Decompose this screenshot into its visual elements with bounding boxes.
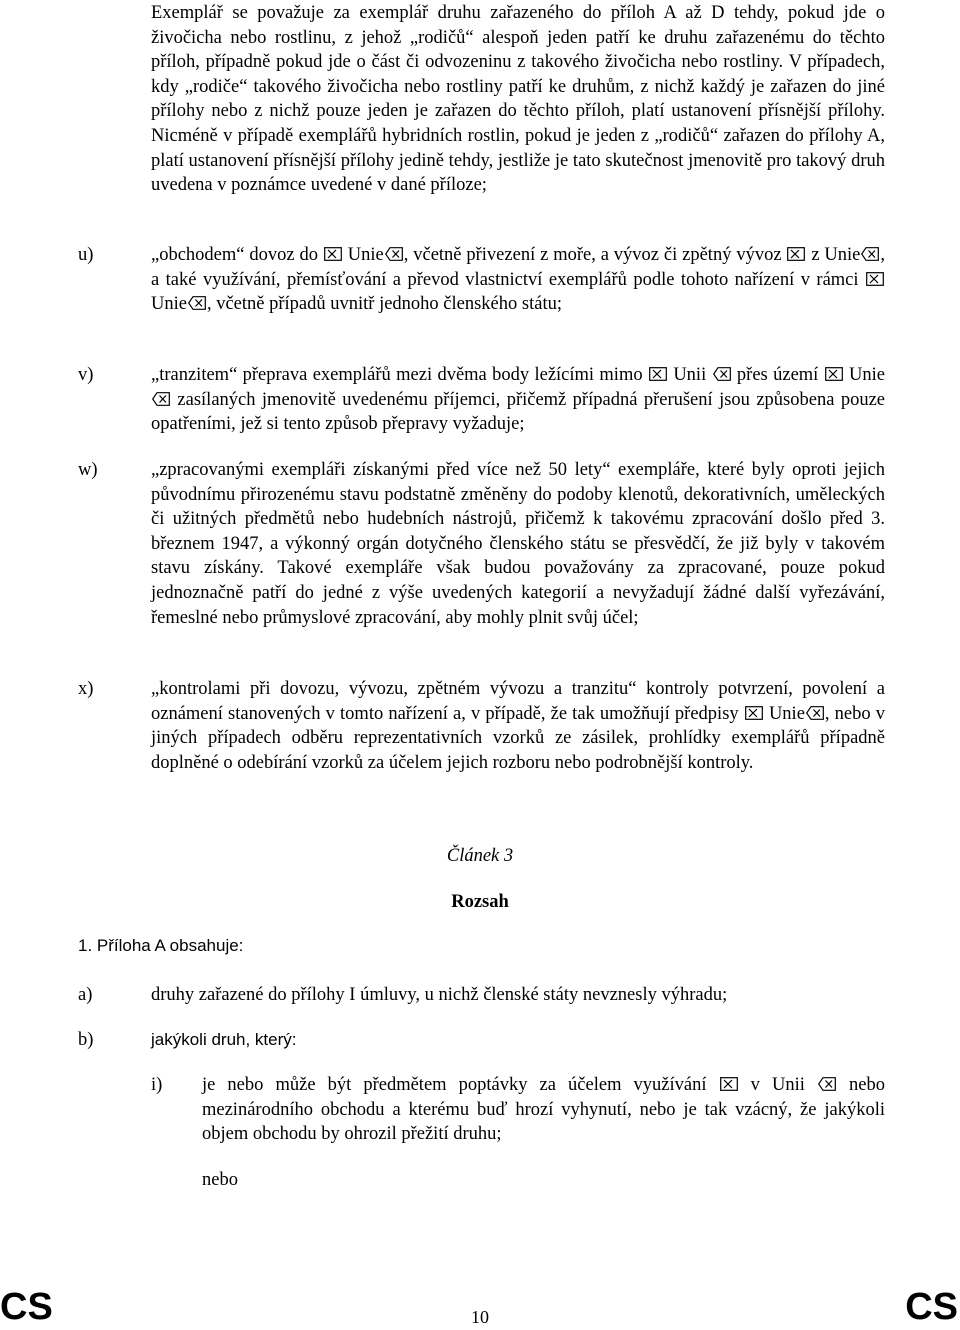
definition-w-label: w)	[78, 460, 98, 480]
page-number: 10	[471, 1307, 489, 1327]
insertion-end-icon	[152, 392, 170, 406]
insertion-start-icon	[745, 706, 763, 720]
definition-v-label: v)	[78, 365, 94, 385]
language-code-right: CS	[905, 1286, 958, 1328]
language-code-left: CS	[0, 1286, 53, 1328]
insertion-end-icon	[713, 367, 731, 381]
annex-item-a-label: a)	[78, 985, 93, 1005]
intro-sentence-3: Nicméně v případě exemplářů hybridních rostlin, pokud je jeden z „rodičů“ zařazen do přílohy A, platí ustanovení přísnější přílohy jedině tehdy, jestliže je tato skutečnost jmenovitě pro takový druh uvedena v poznámce uvedené v dané příloze;	[151, 125, 885, 196]
insertion-start-icon	[649, 367, 667, 381]
insertion-start-icon	[324, 247, 342, 261]
annex-item-b-label: b)	[78, 1030, 94, 1050]
insertion-end-icon	[818, 1077, 836, 1091]
insertion-end-icon	[385, 247, 403, 261]
intro-sentence-2: V případech, kdy „rodiče“ takového živočicha nebo rostliny patří ke druhům, z nichž každý je zařazen do jiné přílohy nebo z nichž pouze jeden je zařazen do těchto příloh, platí ustanovení přísnější přílohy.	[151, 52, 885, 122]
insertion-end-icon	[861, 247, 879, 261]
insertion-end-icon	[188, 296, 206, 310]
annex-item-b-i-label: i)	[151, 1075, 163, 1095]
insertion-start-icon	[720, 1077, 738, 1091]
definition-u-label: u)	[78, 245, 94, 265]
intro-paragraph	[151, 1, 885, 198]
annex-item-b: jakýkoli druh, který:	[151, 1030, 297, 1049]
article-title: Článek 3	[446, 846, 514, 866]
insertion-end-icon	[806, 706, 824, 720]
insertion-start-icon	[787, 247, 805, 261]
insertion-start-icon	[866, 272, 884, 286]
definition-w: „zpracovanými exempláři získanými před více než 50 lety“ exempláře, které byly oproti jejich původnímu přirozenému stavu podstatně změněny do podoby klenotů, dekorativních, uměleckých či užitných předmětů nebo hudebních nástrojů, přičemž k takovému zpracování došlo před 3. březnem 1947, a výkonný orgán dotyčného členského státu se přesvědčí, že již byly v takovém stavu získány. Takové exempláře však budou považovány za zpracované, pouze pokud jednoznačně patří do jedné z výše uvedených kategorií a nevyžadují žádné další vyřezávání, řemeslné nebo průmyslové zpracování, aby mohly plnit svůj účel;	[151, 460, 885, 628]
annex-item-a: druhy zařazené do přílohy I úmluvy, u nichž členské státy nevznesly výhradu;	[151, 985, 728, 1005]
definition-v: „tranzitem“ přeprava exemplářů mezi dvěma body ležícími mimo Unii přes území Unie zasílaných jmenovitě uvedenému příjemci, přičemž případná přerušení jsou způsobena pouze opatřeními, jež si tento způsob přepravy vyžaduje;	[151, 365, 885, 435]
annex-item-b-i: je nebo může být předmětem poptávky za účelem využívání v Unii nebo mezinárodního obchodu a kterému buď hrozí vyhynutí, nebo je tak vzácný, že jakýkoli objem obchodu by ohrozil přežití druhu;	[202, 1075, 885, 1145]
definition-x: „kontrolami při dovozu, vývozu, zpětném vývozu a tranzitu“ kontroly potvrzení, povolení a oznámení stanovených v tomto nařízení a, v případě, že tak umožňují předpisy Unie , nebo v jiných případech odběru reprezentativních vzorků ze zásilek, prohlídky exemplářů případně doplněné o odebírání vzorků za účelem jejich rozboru nebo podrobnější kontroly.	[151, 679, 886, 773]
annex-or: nebo	[202, 1170, 238, 1190]
insertion-start-icon	[825, 367, 843, 381]
article-heading: Rozsah	[451, 892, 509, 912]
annex-intro: 1. Příloha A obsahuje:	[78, 936, 244, 955]
definition-x-label: x)	[78, 679, 94, 699]
intro-sentence-1: Exemplář se považuje za exemplář druhu zařazeného do příloh A až D tehdy, pokud jde o živočicha nebo rostlinu, z jehož „rodičů“ alespoň jeden patří ke druhu zařazenému do těchto příloh, případně pokud jde o část či odvozeninu z takového živočicha nebo rostliny.	[151, 3, 885, 73]
definition-u: „obchodem“ dovoz do Unie , včetně přivezení z moře, a vývoz či zpětný vývoz z Unie , a také využívání, přemísťování a převod vlastnictví exemplářů podle tohoto nařízení v rámci Unie , včetně případů uvnitř jednoho členského státu;	[151, 245, 886, 315]
